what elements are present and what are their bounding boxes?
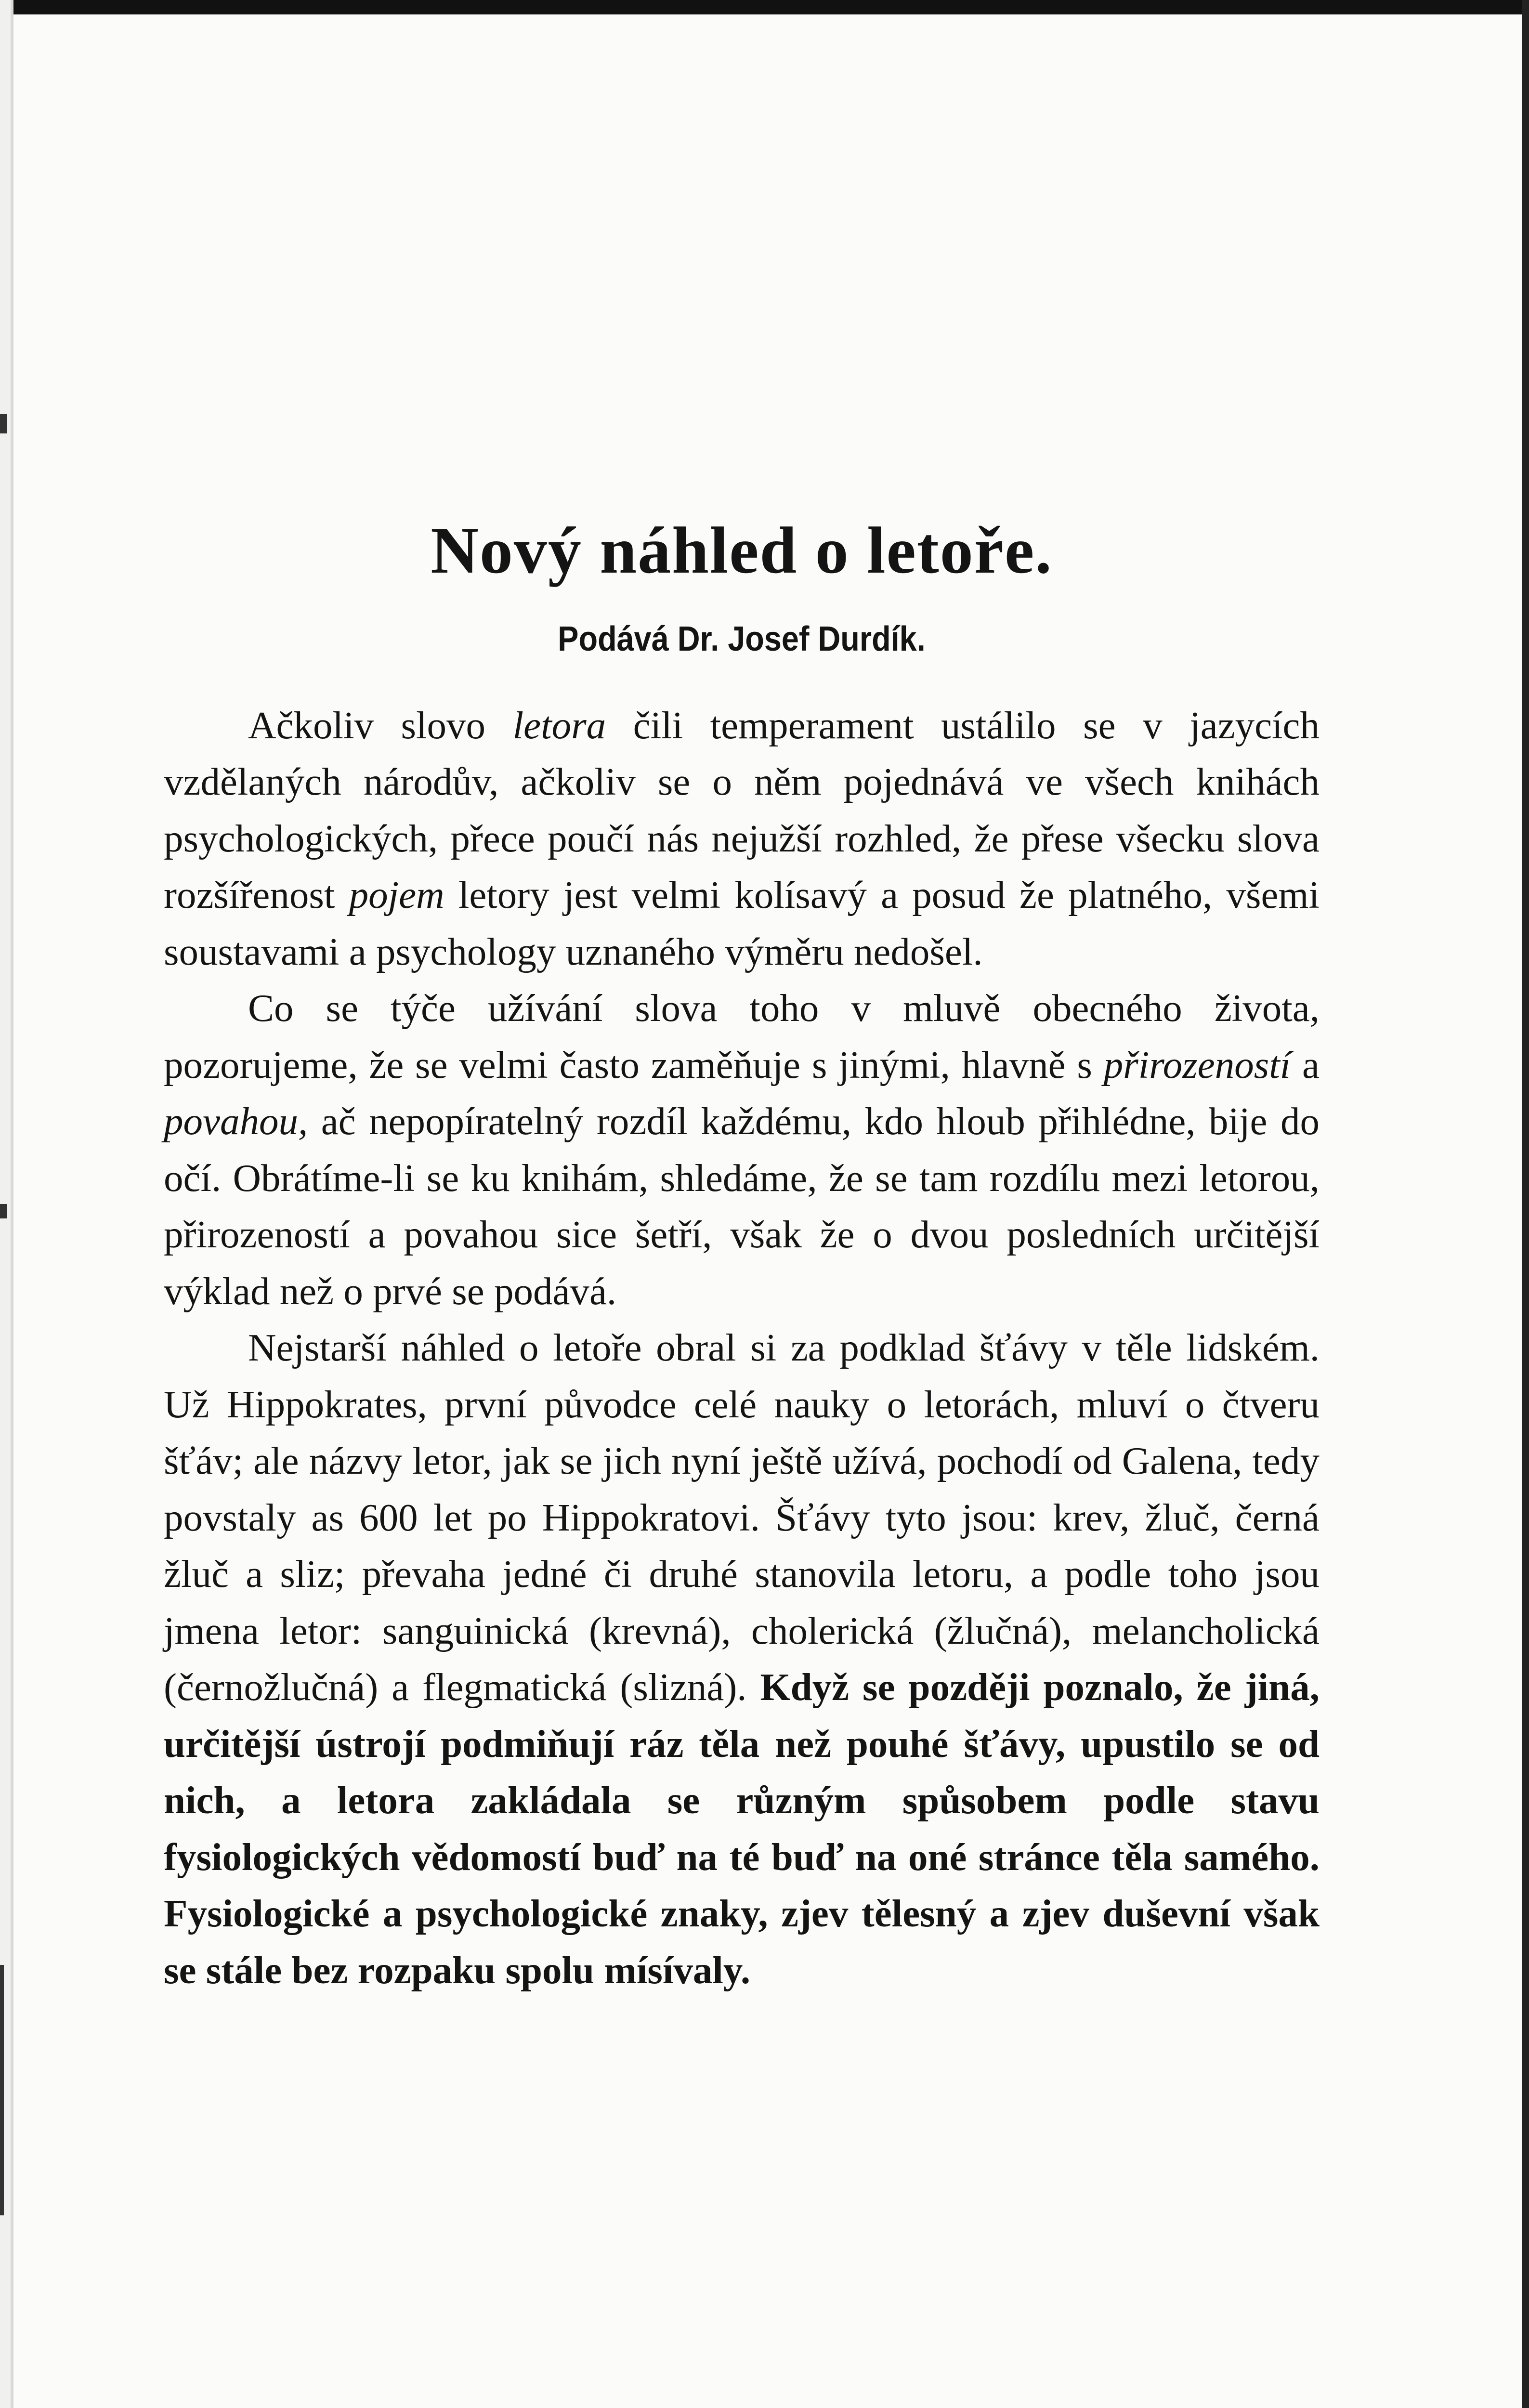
- text-run: Nejstarší náhled o letoře obral si za podklad šťávy v těle lidském. Už Hippokrates, první původce celé nauky o letorách, mluví o čtveru šťáv; ale názvy letor, jak se jich nyní ještě užívá, pochodí od Galena, tedy povstaly as 600 let po Hippokratovi. Šťávy tyto jsou: krev, žluč, černá žluč a sliz; převaha jedné či druhé stanovila letoru, a podle toho jsou jmena letor: sanguinická (krevná), cholerická (žlučná), melancholická (černožlučná) a flegmatická (slizná).: [164, 1326, 1320, 1709]
- text-run: letory jest velmi kolísavý a posud že platného, všemi soustavami a psychology uznaného výměru nedošel.: [164, 873, 1320, 973]
- article-byline: Podává Dr. Josef Durdík.: [558, 619, 926, 658]
- text-run-bold: Když se později poznalo, že jiná, určitější ústrojí podmiňují ráz těla než pouhé šťávy, upustilo se od nich, a letora zakládala se různým spůsobem podle stavu fysiologických vědomostí buď na té buď na oné stránce těla samého. Fysiologické a psychologické znaky, zjev tělesný a zjev duševní však se stále bez rozpaku spolu mísívaly.: [164, 1665, 1320, 1992]
- italic-term: pojem: [349, 873, 444, 917]
- paragraph-1: [164, 697, 1320, 981]
- text-run: a: [1291, 1043, 1320, 1086]
- article: [164, 510, 1320, 1999]
- text-run: Co se týče užívání slova toho v mluvě obecného života, pozorujeme, že se velmi často zaměňuje s jinými, hlavně s: [164, 986, 1320, 1086]
- scan-edge-top: [0, 0, 1529, 14]
- binding-mark: [0, 1204, 7, 1218]
- italic-term: přirozeností: [1103, 1043, 1291, 1086]
- text-run: Ačkoliv slovo: [248, 703, 513, 747]
- italic-term: povahou,: [164, 1099, 308, 1143]
- binding-mark: [0, 1965, 4, 2215]
- scan-edge-right: [1522, 0, 1529, 2408]
- paragraph-2: [164, 980, 1320, 1320]
- article-title: Nový náhled o letoře.: [431, 513, 1053, 587]
- paragraph-3: [164, 1320, 1320, 1999]
- italic-term: letora: [512, 703, 606, 747]
- text-run: ač nepopíratelný rozdíl každému, kdo hloub přihlédne, bije do očí. Obrátíme-li se ku knihám, shledáme, že se tam rozdílu mezi letorou, přirozeností a povahou sice šetří, však že o dvou posledních určitější výklad než o prvé se podává.: [164, 1099, 1320, 1313]
- binding-mark: [0, 414, 7, 433]
- text-run: čili temperament ustálilo se v jazycích vzdělaných národův, ačkoliv se o něm pojednává ve všech knihách psychologických, přece poučí nás nejužší rozhled, že přese všecku slova rozšířenost: [164, 703, 1320, 917]
